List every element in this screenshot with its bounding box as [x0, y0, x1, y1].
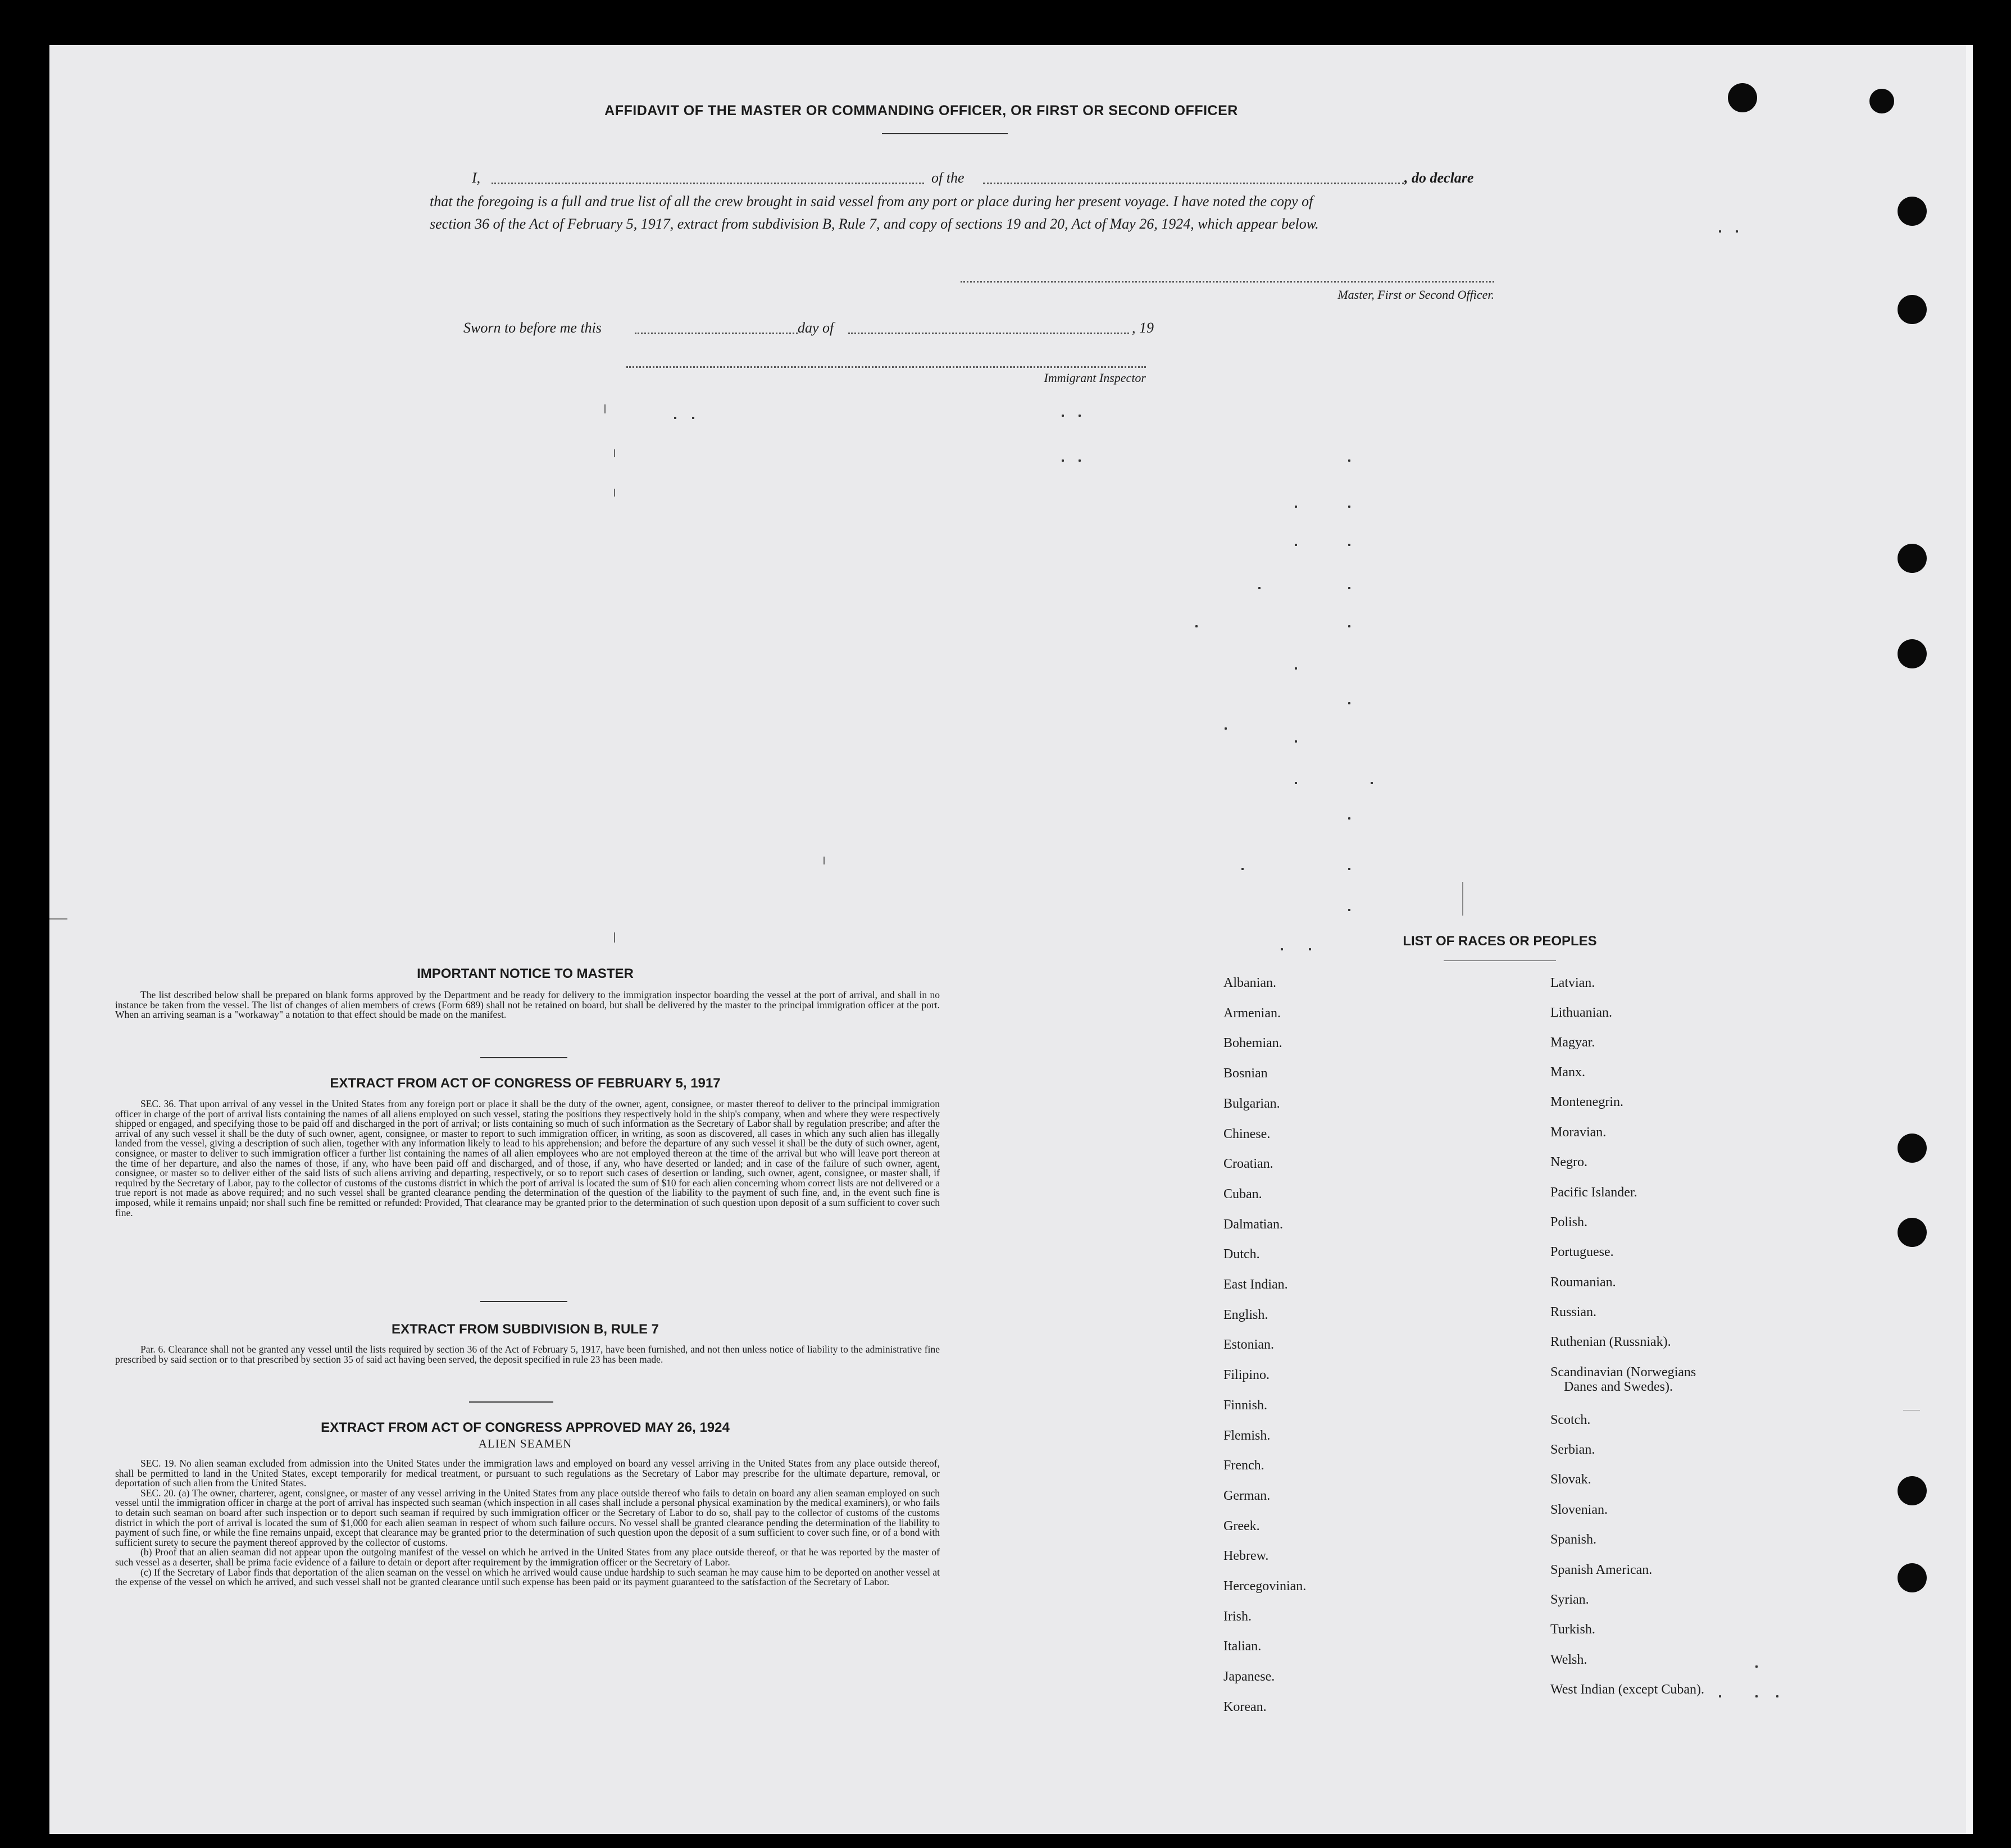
punch-hole — [1898, 197, 1927, 226]
speck — [1348, 702, 1350, 704]
race-item: German. — [1223, 1488, 1271, 1503]
stray-mark — [49, 918, 67, 920]
speck — [614, 449, 615, 457]
race-item: Roumanian. — [1550, 1275, 1616, 1290]
year-label: , 19 — [1132, 320, 1154, 336]
speck — [1062, 459, 1064, 462]
punch-hole — [1898, 1218, 1927, 1247]
race-item: Ruthenian (Russniak). — [1550, 1335, 1671, 1349]
speck — [1755, 1695, 1758, 1697]
race-item: Croatian. — [1223, 1157, 1273, 1172]
race-item: Polish. — [1550, 1215, 1588, 1230]
master-caption: Master, First or Second Officer. — [1337, 288, 1494, 302]
speck — [1348, 909, 1350, 911]
race-item: Hercegovinian. — [1223, 1579, 1307, 1594]
notice-title: IMPORTANT NOTICE TO MASTER — [417, 966, 634, 981]
race-item: Albanian. — [1223, 976, 1276, 990]
affidavit-line-2: that the foregoing is a full and true list of all the crew brought in said vessel from any port or place during her present voyage. I have noted the copy of — [430, 193, 1313, 210]
race-item: Armenian. — [1223, 1005, 1281, 1021]
section-19-paragraph: SEC. 19. No alien seaman excluded from admission into the United States under the immigration laws and employed on board any vessel arriving in the United States from any place outside thereof, shall be permitted to land in the United States, except temporarily for medical treatment, or pursuant to such regulations as the Secretary of Labor may prescribe for the ultimate departure, removal, or deportation of such alien from the United States. — [115, 1458, 940, 1489]
race-item: Montenegrin. — [1550, 1095, 1623, 1109]
race-item: Italian. — [1223, 1639, 1262, 1654]
section-20c-paragraph: (c) If the Secretary of Labor finds that deportation of the alien seaman on the vessel on which he arrived would cause undue hardship to such seaman he may cause him to be deported on another vessel at the expense of the vessel on which he arrived, and such vessel shall not be granted clearance until such expense has been paid or its payment guaranteed to the satisfaction of the Secretary of Labor. — [115, 1566, 940, 1588]
race-item: Moravian. — [1550, 1125, 1607, 1140]
speck — [1295, 544, 1297, 546]
race-item: Bulgarian. — [1223, 1096, 1280, 1111]
punch-hole — [1898, 1476, 1927, 1505]
speck — [1736, 230, 1738, 233]
race-item: Russian. — [1550, 1305, 1597, 1319]
race-item: Flemish. — [1223, 1428, 1271, 1443]
rule-7-text — [115, 1345, 940, 1364]
race-item: Dutch. — [1223, 1247, 1260, 1262]
page-edge — [1966, 45, 1973, 1834]
section-rule — [480, 1301, 567, 1302]
inspector-caption: Immigrant Inspector — [1044, 371, 1146, 385]
section-rule — [469, 1401, 553, 1403]
speck — [1225, 727, 1227, 730]
punch-hole — [1898, 639, 1927, 668]
extract-1924-title: EXTRACT FROM ACT OF CONGRESS APPROVED MAY 26, 1924 — [321, 1420, 730, 1435]
race-item: Filipino. — [1223, 1368, 1270, 1383]
rule-7-paragraph: Par. 6. Clearance shall not be granted any vessel until the lists required by section 36 of the Act of February 5, 1917, have been furnished, and not then unless notice of liability to the administrative fine prescribed by said section or to that prescribed by section 35 of said act having been served, the deposit specified in rule 23 has been made. — [115, 1344, 940, 1365]
race-item: Negro. — [1550, 1155, 1587, 1169]
speck — [1295, 782, 1297, 784]
affidavit-title: AFFIDAVIT OF THE MASTER OR COMMANDING OFFICER, OR FIRST OR SECOND OFFICER — [604, 103, 1238, 119]
section-20b-paragraph: (b) Proof that an alien seaman did not appear upon the outgoing manifest of the vessel on which he arrived in the United States from any place outside thereof, or that he was reported by the master of such vessel as a deserter, shall be prima facie evidence of a failure to detain or deport after requirement by the immigration officer or the Secretary of Labor. — [115, 1546, 940, 1568]
race-item: Spanish American. — [1550, 1563, 1653, 1577]
race-item: West Indian (except Cuban). — [1550, 1682, 1704, 1697]
speck — [1348, 817, 1350, 820]
speck — [1719, 1695, 1721, 1697]
vessel-blank — [983, 183, 1404, 184]
speck — [1062, 415, 1064, 417]
race-item: Irish. — [1223, 1609, 1252, 1624]
speck — [1371, 782, 1373, 784]
sworn-label: Sworn to before me this — [463, 320, 602, 336]
race-item: Slovak. — [1550, 1472, 1591, 1487]
race-item: Bohemian. — [1223, 1036, 1282, 1051]
speck — [1195, 625, 1198, 627]
race-item: Finnish. — [1223, 1398, 1268, 1413]
affidavit-i: I, — [472, 170, 481, 186]
inspector-signature-blank — [626, 366, 1146, 368]
speck — [1079, 459, 1081, 462]
race-item: Cuban. — [1223, 1186, 1262, 1201]
race-item: Chinese. — [1223, 1126, 1271, 1141]
speck — [1348, 544, 1350, 546]
race-item: Korean. — [1223, 1699, 1267, 1714]
punch-hole — [1898, 1563, 1927, 1592]
race-item: East Indian. — [1223, 1277, 1288, 1292]
punch-hole — [1898, 295, 1927, 324]
extract-1917-title: EXTRACT FROM ACT OF CONGRESS OF FEBRUARY 5, 1917 — [330, 1076, 721, 1091]
races-title: LIST OF RACES OR PEOPLES — [1403, 934, 1597, 949]
punch-hole — [1869, 89, 1894, 113]
speck — [1755, 1665, 1758, 1668]
race-item: Portuguese. — [1550, 1245, 1614, 1259]
speck — [692, 417, 694, 419]
section-36-paragraph: SEC. 36. That upon arrival of any vessel in the United States from any foreign port or place it shall be the duty of the owner, agent, consignee, or master thereof to deliver to the principal immigration officer in charge of the port of arrival lists containing the names of all aliens employed on such vessel, stating the positions they respectively hold in the ship's company, when and where they were respectively shipped or engaged, and specifying those to be paid off and discharged in the port of arrival; or lists containing so much of such information as the Secretary of Labor shall by regulation prescribe; and after the arrival of any such vessel it shall be the duty of such owner, agent, consignee, or master to report to such immigration officer, in writing, as soon as discovered, all cases in which any such alien has illegally landed from the vessel, giving a description of such alien, together with any information likely to lead to his apprehension; and before the departure of any such vessel it shall be the duty of such owner, agent, consignee, or master to deliver to such immigration officer a further list containing the names of all alien employees who are not employed thereon at the time of the arrival but who will leave port thereon at the time of her departure, and also the names of those, if any, who have been paid off and discharged, and of those, if any, who have deserted or landed; and in case of the failure of such owner, agent, consignee, or master so to deliver either of the said lists of such aliens arriving and departing, respectively, or so to report such cases of desertion or landing, such owner, agent, consignee, or master shall, if required by the Secretary of Labor, pay to the collector of customs of the customs district in which the port of arrival is located the sum of $10 for each alien concerning whom correct lists are not delivered or a true report is not made as above required; and no such vessel shall be granted clearance pending the determination of the question of the liability to the payment of such fine, and, in the event such fine is imposed, while it remains unpaid; nor shall such fine be remitted or refunded: Provided, That clearance may be granted prior to the determination of such question upon deposit of a sum sufficient to cover such fine. — [115, 1098, 940, 1218]
speck — [1348, 625, 1350, 627]
race-item: Greek. — [1223, 1518, 1260, 1533]
speck — [614, 932, 615, 943]
race-item: Scotch. — [1550, 1413, 1591, 1427]
race-item: Japanese. — [1223, 1669, 1275, 1685]
race-item: Lithuanian. — [1550, 1005, 1612, 1020]
race-item: English. — [1223, 1307, 1268, 1322]
race-item: Spanish. — [1550, 1532, 1597, 1547]
speck — [1348, 459, 1350, 462]
punch-hole — [1898, 544, 1927, 573]
race-item: Hebrew. — [1223, 1549, 1269, 1564]
extract-1917-text — [115, 1099, 940, 1218]
speck — [1348, 587, 1350, 589]
race-item: Magyar. — [1550, 1035, 1595, 1050]
speck — [1281, 948, 1283, 950]
speck — [614, 489, 615, 497]
speck — [604, 404, 606, 413]
speck — [1348, 868, 1350, 870]
race-item: Dalmatian. — [1223, 1217, 1283, 1232]
race-item: Latvian. — [1550, 976, 1595, 990]
race-item: Scandinavian (Norwegians Danes and Swedes). — [1550, 1365, 1696, 1394]
extract-1924-text — [115, 1459, 940, 1587]
speck — [1348, 506, 1350, 508]
speck — [1295, 506, 1297, 508]
race-item: Estonian. — [1223, 1337, 1274, 1353]
master-signature-blank — [961, 281, 1494, 283]
sworn-month-blank — [848, 333, 1129, 334]
notice-paragraph: The list described below shall be prepared on blank forms approved by the Department and be ready for delivery to the immigration inspector boarding the vessel at the port of arrival, and shall in no instance be taken from the vessel. The list of changes of alien members of crews (Form 689) shall not be retained on board, but shall be delivered by the master to the principal immigration officer at the port. When an arriving seaman is a "workaway" a notation to that effect should be made on the manifest. — [115, 989, 940, 1021]
title-rule — [882, 133, 1008, 134]
race-item: Slovenian. — [1550, 1503, 1608, 1517]
punch-hole — [1728, 83, 1757, 112]
section-rule — [480, 1057, 567, 1058]
race-item: Syrian. — [1550, 1592, 1589, 1607]
speck — [1258, 587, 1261, 589]
punch-hole — [1898, 1134, 1927, 1163]
race-item: French. — [1223, 1458, 1264, 1473]
speck — [1241, 868, 1244, 870]
speck — [1295, 667, 1297, 670]
notice-text — [115, 990, 940, 1020]
extract-1924-subtitle: ALIEN SEAMEN — [478, 1437, 572, 1450]
race-item: Bosnian — [1223, 1066, 1268, 1081]
race-item: Pacific Islander. — [1550, 1185, 1637, 1200]
speck — [823, 857, 825, 864]
rule-7-title: EXTRACT FROM SUBDIVISION B, RULE 7 — [391, 1322, 659, 1337]
speck — [1295, 740, 1297, 743]
stray-mark — [1462, 882, 1463, 916]
speck — [674, 417, 676, 419]
name-blank — [492, 183, 924, 184]
speck — [1079, 415, 1081, 417]
affidavit-do-declare: , do declare — [1404, 170, 1474, 186]
race-item: Serbian. — [1550, 1442, 1595, 1457]
speck — [1309, 948, 1311, 950]
sworn-day-blank — [635, 333, 798, 334]
day-of-label: day of — [798, 320, 834, 336]
race-item: Welsh. — [1550, 1653, 1587, 1667]
speck — [1719, 230, 1721, 233]
race-item: Manx. — [1550, 1065, 1585, 1080]
affidavit-of-the: of the — [931, 170, 964, 186]
section-20a-paragraph: SEC. 20. (a) The owner, charterer, agent, consignee, or master of any vessel arriving in the United States from any place outside thereof who fails to detain on board any alien seaman employed on such vessel until the immigration officer in charge at the port of arrival has inspected such seaman (which inspection in all cases shall include a personal physical examination by the medical examiners), or who fails to detain such seaman on board after such inspection or to deport such seaman if required by such immigration officer or the Secretary of Labor to do so, shall pay to the collector of customs of the customs district in which the port of arrival is located the sum of $1,000 for each alien seaman in respect of whom such failure occurs. No vessel shall be granted clearance pending the determination of the liability to payment of such fine, or while the fine remains unpaid, except that clearance may be granted prior to the determination of such question upon the deposit of a sum sufficient to cover such fine, or of a bond with sufficient surety to secure the payment thereof approved by the collector of customs. — [115, 1487, 940, 1548]
race-item: Turkish. — [1550, 1622, 1595, 1637]
affidavit-line-3: section 36 of the Act of February 5, 1917, extract from subdivision B, Rule 7, and copy of sections 19 and 20, Act of May 26, 1924, which appear below. — [430, 216, 1319, 232]
speck — [1776, 1695, 1778, 1697]
